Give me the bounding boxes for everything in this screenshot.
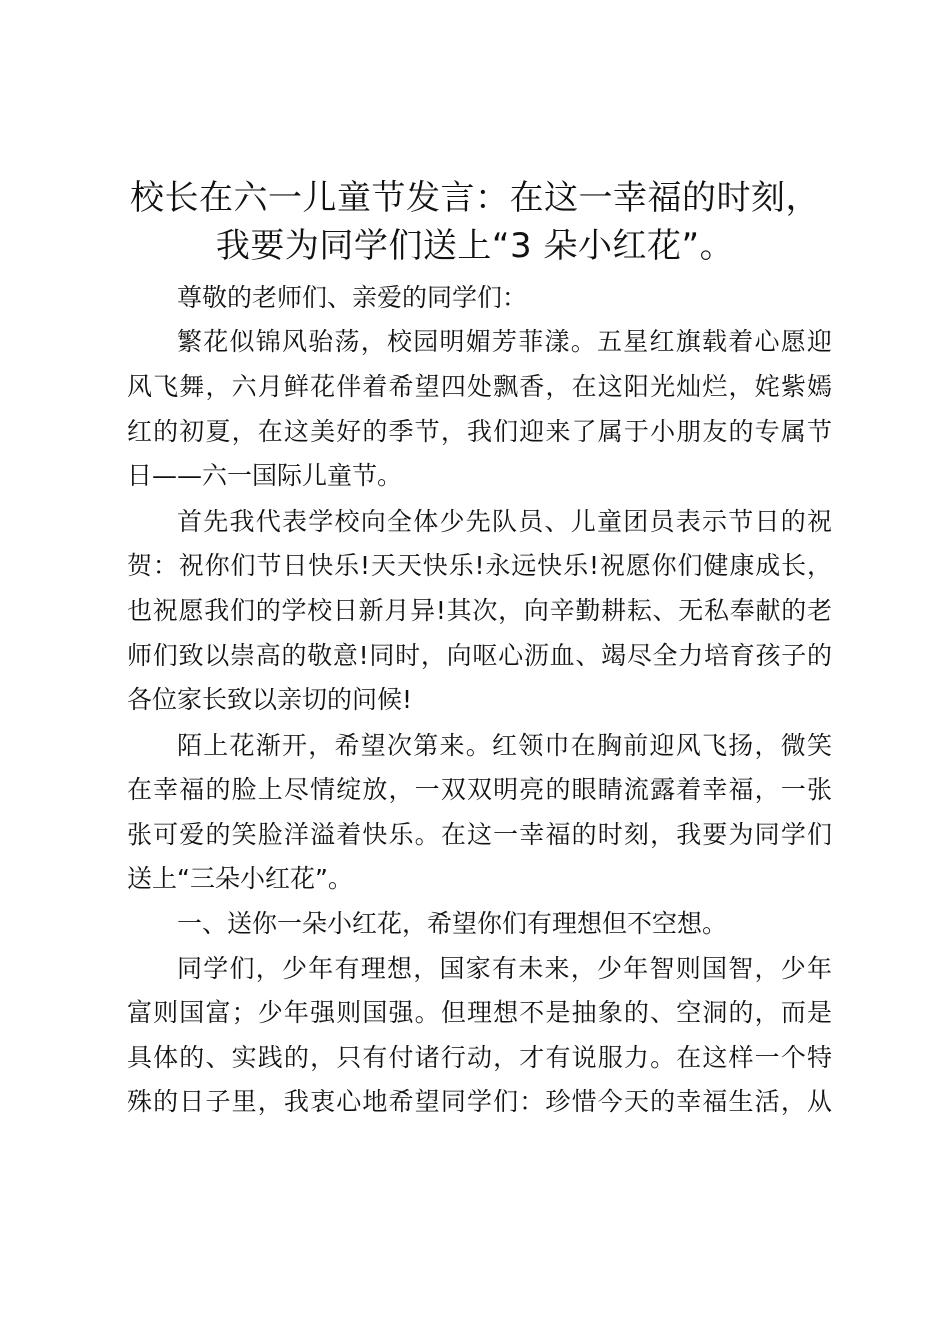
document-title-line-2: 我要为同学们送上“3 朵小红花”。 — [215, 226, 735, 266]
paragraph-1-line: 红的初夏，在这美好的季节，我们迎来了属于小朋友的专属节 — [127, 417, 832, 446]
paragraph-4-line: 殊的日子里，我衷心地希望同学们：珍惜今天的幸福生活，从 — [127, 1087, 832, 1116]
paragraph-4-line: 具体的、实践的，只有付诸行动，才有说服力。在这样一个特 — [127, 1043, 832, 1072]
paragraph-4-line: 富则国富；少年强则国强。但理想不是抽象的、空洞的，而是 — [127, 998, 832, 1027]
paragraph-1-line: 繁花似锦风骀荡，校园明媚芳菲漾。五星红旗载着心愿迎 — [177, 327, 832, 356]
paragraph-2-line: 各位家长致以亲切的问候! — [127, 685, 413, 714]
document-title-line-1: 校长在六一儿童节发言：在这一幸福的时刻， — [130, 178, 820, 218]
paragraph-1-line: 风飞舞，六月鲜花伴着希望四处飘香，在这阳光灿烂，姹紫嫣 — [127, 372, 832, 401]
paragraph-2-line: 贺：祝你们节日快乐!天天快乐!永远快乐!祝愿你们健康成长， — [127, 551, 832, 580]
salutation: 尊敬的老师们、亲爱的同学们： — [177, 283, 528, 312]
paragraph-2-line: 也祝愿我们的学校日新月异!其次，向辛勤耕耘、无私奉献的老 — [127, 596, 832, 625]
paragraph-2-line: 首先我代表学校向全体少先队员、儿童团员表示节日的祝 — [177, 507, 832, 536]
paragraph-1-line: 日——六一国际儿童节。 — [127, 461, 403, 490]
paragraph-3-line: 送上“三朵小红花”。 — [127, 864, 353, 893]
paragraph-3-line: 陌上花渐开，希望次第来。红领巾在胸前迎风飞扬，微笑 — [177, 731, 832, 760]
paragraph-4-line: 同学们，少年有理想，国家有未来，少年智则国智，少年 — [177, 954, 832, 983]
paragraph-3-line: 在幸福的脸上尽情绽放，一双双明亮的眼睛流露着幸福，一张 — [127, 775, 832, 804]
paragraph-2-line: 师们致以崇高的敬意!同时，向呕心沥血、竭尽全力培育孩子的 — [127, 641, 832, 670]
section-heading: 一、送你一朵小红花，希望你们有理想但不空想。 — [177, 909, 728, 938]
paragraph-3-line: 张可爱的笑脸洋溢着快乐。在这一幸福的时刻，我要为同学们 — [127, 820, 832, 849]
